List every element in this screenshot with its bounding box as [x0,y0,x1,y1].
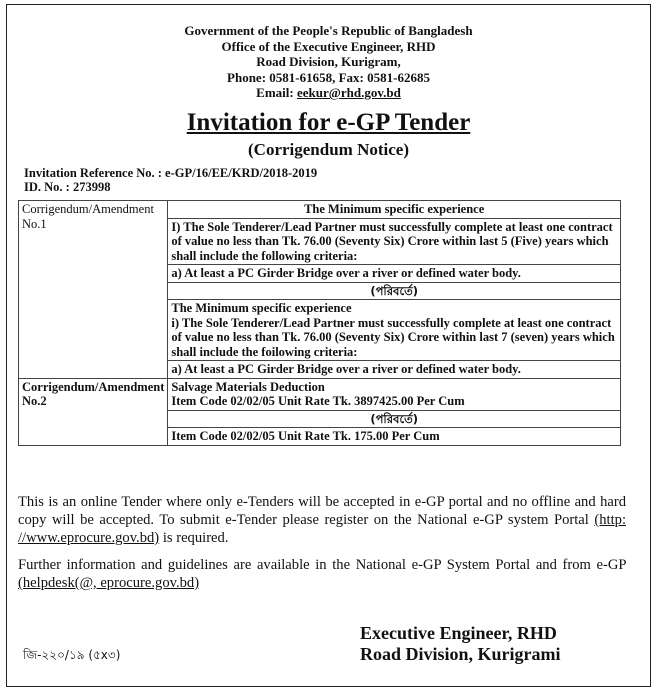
amendment-1-old-criteria: a) At least a PC Girder Bridge over a river or defined water body. [168,265,621,283]
amendment-2-label: Corrigendum/Amendment No.2 [19,378,168,445]
amendment-1-new-text: i) The Sole Tenderer/Lead Partner must successfully complete at least one contract of value no less than Tk. 76.00 (Seventy Six) Crore within last 7 (seven) years which shall include the foilowing criteria: [171,315,615,359]
replace-marker-2: (পরিবর্তে) [168,410,621,428]
amendment-2-new-rate: Item Code 02/02/05 Unit Rate Tk. 175.00 Per Cum [168,428,621,446]
email-link[interactable]: eekur@rhd.gov.bd [296,85,401,100]
signature-block [360,623,561,665]
email-line [7,85,650,101]
amendment-2-old [168,378,621,410]
publication-code: জি-২২০/১৯ (৫x৩) [23,648,121,662]
office-header [7,23,650,101]
office-line: Office of the Executive Engineer, RHD [221,38,436,54]
table-row [19,378,621,410]
amendment-1-heading: The Minimum specific experience [168,201,621,219]
notice-subtitle: (Corrigendum Notice) [248,139,409,159]
amendment-1-old-text: I) The Sole Tenderer/Lead Partner must successfully complete at least one contract of value no less than Tk. 76.00 (Seventy Six) Crore within last 5 (Five) years which shall include the following criteria: [168,218,621,265]
id-no: ID. No. : 273998 [24,180,111,194]
signature-office: Road Division, Kurigrami [360,644,561,664]
amendment-2-old-rate: Item Code 02/02/05 Unit Rate Tk. 3897425.00 Per Cum [171,394,465,408]
govt-line: Government of the People's Republic of Bangladesh [184,23,473,38]
helpdesk-link[interactable]: (helpdesk(@, eprocure.gov.bd) [18,575,200,591]
online-tender-paragraph: This is an online Tender where only e-Tenders will be accepted in e-GP portal and no offline and hard copy will be accepted. To submit e-Tender please register on the National e-GP system Portal (http: //www.eprocure.gov.bd) is required. [18,494,626,546]
notice-title: Invitation for e-GP Tender [186,108,471,136]
amendment-1-new-criteria: a) At least a PC Girder Bridge over a river or defined water body. [168,361,621,379]
amendment-2-heading: Salvage Materials Deduction [171,379,325,394]
replace-marker: (পরিবর্তে) [168,282,621,300]
eprocure-link[interactable]: (http: //www.eprocure.gov.bd) [18,512,626,546]
corrigendum-table [18,200,621,446]
signature-title: Executive Engineer, RHD [360,623,557,643]
reference-block [24,166,650,195]
phone-line: Phone: 0581-61658, Fax: 0581-62685 [227,69,430,85]
table-row [19,201,621,219]
email-label: Email: [256,85,294,100]
amendment-1-new [168,300,621,361]
further-info-paragraph: Further information and guidelines are available in the National e-GP System Portal and from e-GP (helpdesk(@, eprocure.gov.bd) [18,557,626,591]
division-line: Road Division, Kurigram, [256,54,401,69]
amendment-1-new-heading: The Minimum specific experience [171,301,352,315]
amendment-1-label: Corrigendum/Amendment No.1 [19,201,168,379]
reference-no: Invitation Reference No. : e-GP/16/EE/KRD/2018-2019 [24,165,318,180]
